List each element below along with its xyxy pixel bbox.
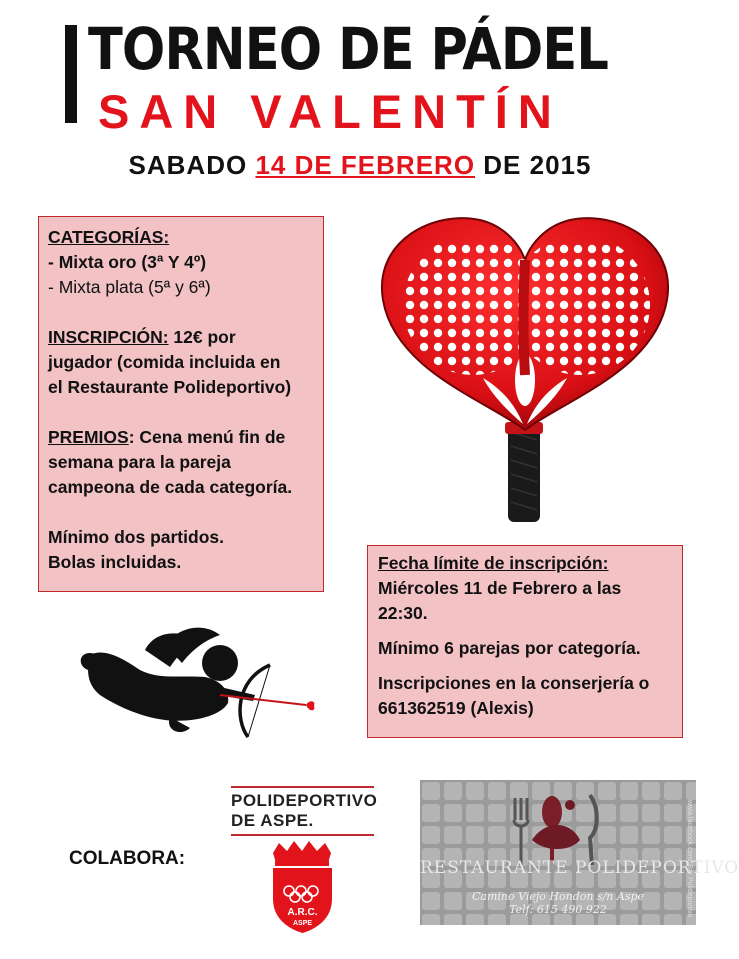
poli-logo-line2: DE ASPE.: [231, 811, 314, 830]
info-box-deadline: [367, 545, 683, 738]
fecha-heading: Fecha límite de inscripción:: [378, 553, 609, 573]
title-line1: TORNEO DE PÁDEL: [88, 15, 609, 83]
category-item: - Mixta oro (3ª Y 4º): [48, 252, 207, 272]
inscripciones-info: Inscripciones en la conserjería o: [378, 673, 650, 693]
premios-detail: semana para la pareja: [48, 452, 231, 472]
date-highlight: 14 DE FEBRERO: [255, 150, 476, 180]
restaurant-name: RESTAURANTE POLIDEPORTIVO: [420, 858, 739, 878]
restaurant-address: Camino Viejo Hondon s/n Aspe: [471, 890, 645, 903]
badge-line2: ASPE: [292, 920, 313, 927]
date-suffix: DE 2015: [475, 150, 592, 180]
category-item: - Mixta plata (5ª y 6ª): [48, 277, 211, 297]
polideportivo-logo: [231, 783, 378, 939]
info-box-categories: [38, 216, 324, 592]
inscripciones-phone: 661362519 (Alexis): [378, 698, 534, 718]
inscripcion-heading: INSCRIPCIÓN:: [48, 327, 169, 347]
inscripcion-price: 12€ por: [168, 327, 236, 347]
restaurant-side-text: www.facebook.com/ Bar Polideportivo: [686, 800, 693, 918]
restaurant-address-block: [420, 890, 696, 916]
fecha-detail: Miércoles 11 de Febrero a las: [378, 578, 622, 598]
premios-detail: campeona de cada categoría.: [48, 477, 293, 497]
inscripcion-detail: el Restaurante Polideportivo): [48, 377, 292, 397]
restaurant-phone: Telf: 615 490 922: [509, 903, 607, 916]
premios-text: : Cena menú fin de: [128, 427, 286, 447]
title-line2: SAN VALENTÍN: [98, 85, 562, 138]
fecha-detail: 22:30.: [378, 603, 428, 623]
inscripcion-detail: jugador (comida incluida en: [48, 352, 281, 372]
date-prefix: SABADO: [128, 150, 256, 180]
event-date: [0, 150, 720, 181]
minimo-partidos: Mínimo dos partidos.: [48, 527, 224, 547]
colabora-label: COLABORA:: [69, 848, 186, 869]
poli-logo-line1: POLIDEPORTIVO: [231, 791, 378, 810]
title-bar-decoration: [65, 25, 77, 123]
restaurant-logo: [420, 780, 739, 925]
bolas-incluidas: Bolas incluidas.: [48, 552, 182, 572]
premios-line: [48, 425, 323, 450]
crown-shield-icon: [231, 839, 374, 934]
badge-line1: A.R.C.: [287, 907, 318, 918]
poli-logo-text: [231, 791, 378, 831]
inscripcion-line: [48, 325, 323, 350]
minimo-parejas: Mínimo 6 parejas por categoría.: [378, 638, 641, 658]
categorias-heading: CATEGORÍAS:: [48, 227, 170, 247]
cupid-silhouette-icon: [70, 625, 330, 745]
padel-racket-icon: [375, 200, 675, 530]
premios-heading: PREMIOS: [48, 427, 129, 447]
